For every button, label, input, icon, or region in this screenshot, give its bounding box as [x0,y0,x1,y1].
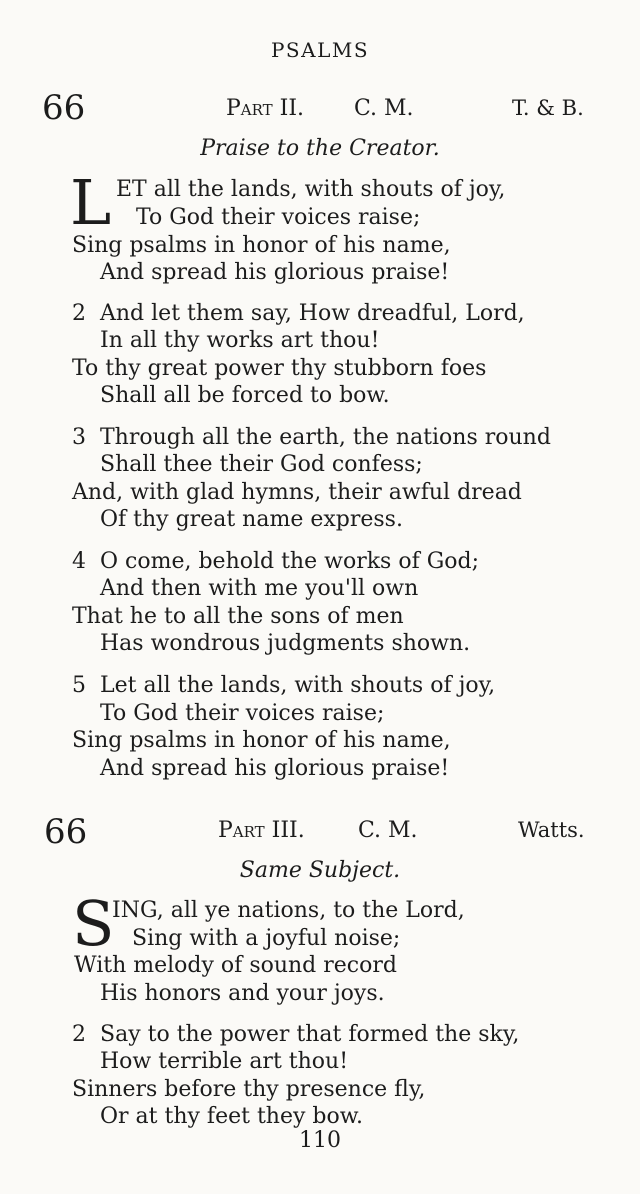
hymn-meter: C. M. [354,96,414,121]
page-number: 110 [299,1128,341,1153]
verse-line: To God their voices raise; [136,205,421,230]
hymn-subtitle: Praise to the Creator. [200,136,440,161]
verse-line: To thy great power thy stubborn foes [72,356,487,381]
verse-line: And, with glad hymns, their awful dread [72,480,522,505]
verse-line: Through all the earth, the nations round [100,425,551,450]
verse-line: Has wondrous judgments shown. [100,631,471,656]
verse-line: Shall thee their God confess; [100,452,423,477]
verse-line: And spread his glorious praise! [100,260,450,285]
verse-line: In all thy works art thou! [100,328,380,353]
verse-line: His honors and your joys. [100,981,385,1006]
hymn-part: Part III. [218,818,305,843]
hymn-meter: C. M. [358,818,418,843]
verse-line: And spread his glorious praise! [100,756,450,781]
verse-line: Let all the lands, with shouts of joy, [100,673,496,698]
stanza-number: 2 [72,1022,86,1047]
hymn-attribution: Watts. [518,818,585,842]
stanza-number: 2 [72,301,86,326]
drop-cap: L [70,166,112,239]
verse-line: Of thy great name express. [100,507,403,532]
verse-line: To God their voices raise; [100,701,385,726]
drop-cap: S [72,887,115,960]
hymn-number: 66 [44,812,88,852]
verse-line: With melody of sound record [74,953,397,978]
verse-line: Sing psalms in honor of his name, [72,728,451,753]
verse-line: How terrible art thou! [100,1049,349,1074]
running-head: PSALMS [270,38,370,62]
verse-line: ET all the lands, with shouts of joy, [116,177,506,202]
stanza-number: 4 [72,549,86,574]
stanza-number: 5 [72,673,86,698]
verse-line: Sing psalms in honor of his name, [72,233,451,258]
verse-line: That he to all the sons of men [72,604,404,629]
verse-line: Sinners before thy presence fly, [72,1077,426,1102]
hymn-subtitle: Same Subject. [239,858,401,883]
verse-line: And let them say, How dreadful, Lord, [100,301,525,326]
verse-line: O come, behold the works of God; [100,549,480,574]
verse-line: And then with me you'll own [100,576,419,601]
hymn-attribution: T. & B. [512,96,584,120]
verse-line: ING, all ye nations, to the Lord, [112,898,465,923]
hymn-part: Part II. [226,96,305,121]
verse-line: Shall all be forced to bow. [100,383,390,408]
verse-line: Sing with a joyful noise; [132,926,401,951]
hymn-number: 66 [42,88,86,128]
stanza-number: 3 [72,425,86,450]
verse-line: Or at thy feet they bow. [100,1104,363,1129]
verse-line: Say to the power that formed the sky, [100,1022,520,1047]
